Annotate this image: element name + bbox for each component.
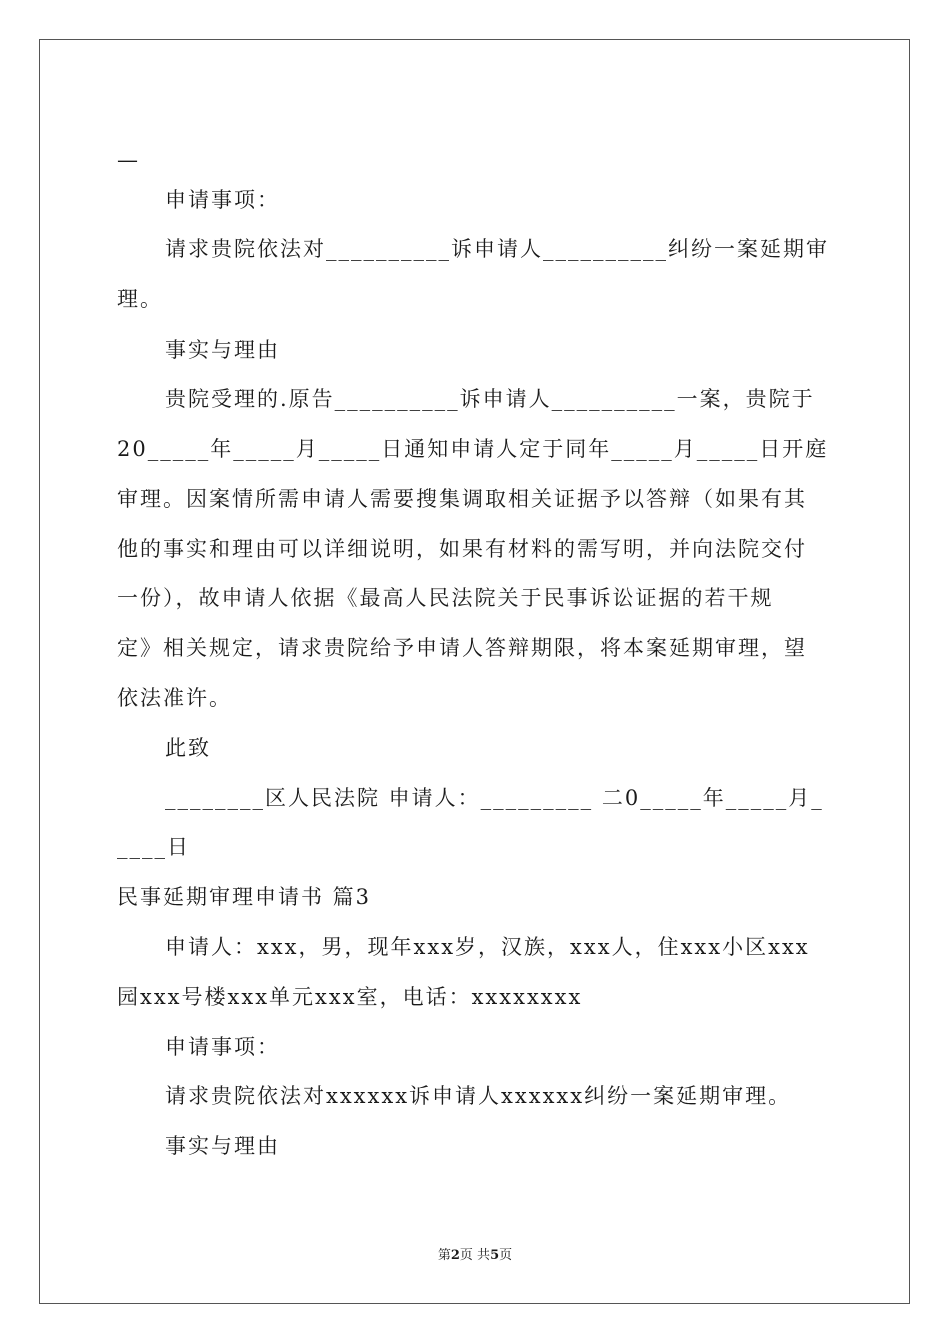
facts-text-line-6: 定》相关规定，请求贵院给予申请人答辩期限，将本案延期审理，望 — [117, 636, 807, 660]
request-text-line-1: 请求贵院依法对__________诉申请人__________纠纷一案延期审 — [165, 237, 829, 261]
facts-text-line-1: 贵院受理的.原告__________诉申请人__________一案，贵院于 — [165, 387, 815, 411]
section-title: 民事延期审理申请书 篇3 — [117, 885, 372, 909]
footer-suffix: 页 — [499, 1248, 513, 1263]
page-border — [39, 39, 910, 1304]
salutation: 此致 — [165, 736, 211, 760]
heading-facts-reasons-2: 事实与理由 — [165, 1134, 280, 1158]
signature-line-1: ________区人民法院 申请人：_________ 二0_____年_____月_ — [165, 786, 824, 810]
heading-application-items: 申请事项： — [165, 188, 280, 212]
request-text-2: 请求贵院依法对xxxxxx诉申请人xxxxxx纠纷一案延期审理。 — [165, 1084, 792, 1108]
signature-line-2: ____日 — [117, 835, 190, 859]
dash-line: — — [117, 148, 140, 172]
heading-application-items-2: 申请事项： — [165, 1035, 280, 1059]
applicant-info-line-2: 园xxx号楼xxx单元xxx室，电话：xxxxxxxx — [117, 985, 583, 1009]
applicant-info-line-1: 申请人：xxx，男，现年xxx岁，汉族，xxx人，住xxx小区xxx — [165, 935, 810, 959]
footer-mid: 页 共 — [459, 1248, 491, 1263]
footer-prefix: 第 — [437, 1248, 451, 1263]
facts-text-line-4: 他的事实和理由可以详细说明，如果有材料的需写明，并向法院交付 — [117, 537, 807, 561]
facts-text-line-3: 审理。因案情所需申请人需要搜集调取相关证据予以答辩（如果有其 — [117, 487, 807, 511]
facts-text-line-7: 依法准许。 — [117, 686, 232, 710]
facts-text-line-2: 20_____年_____月_____日通知申请人定于同年_____月_____日开庭 — [117, 437, 829, 461]
footer-total-pages: 5 — [490, 1248, 500, 1263]
footer-page-number: 2 — [450, 1248, 460, 1263]
request-text-line-2: 理。 — [117, 287, 163, 311]
heading-facts-reasons: 事实与理由 — [165, 338, 280, 362]
facts-text-line-5: 一份），故申请人依据《最高人民法院关于民事诉讼证据的若干规 — [117, 586, 774, 610]
page-footer — [0, 1247, 950, 1265]
